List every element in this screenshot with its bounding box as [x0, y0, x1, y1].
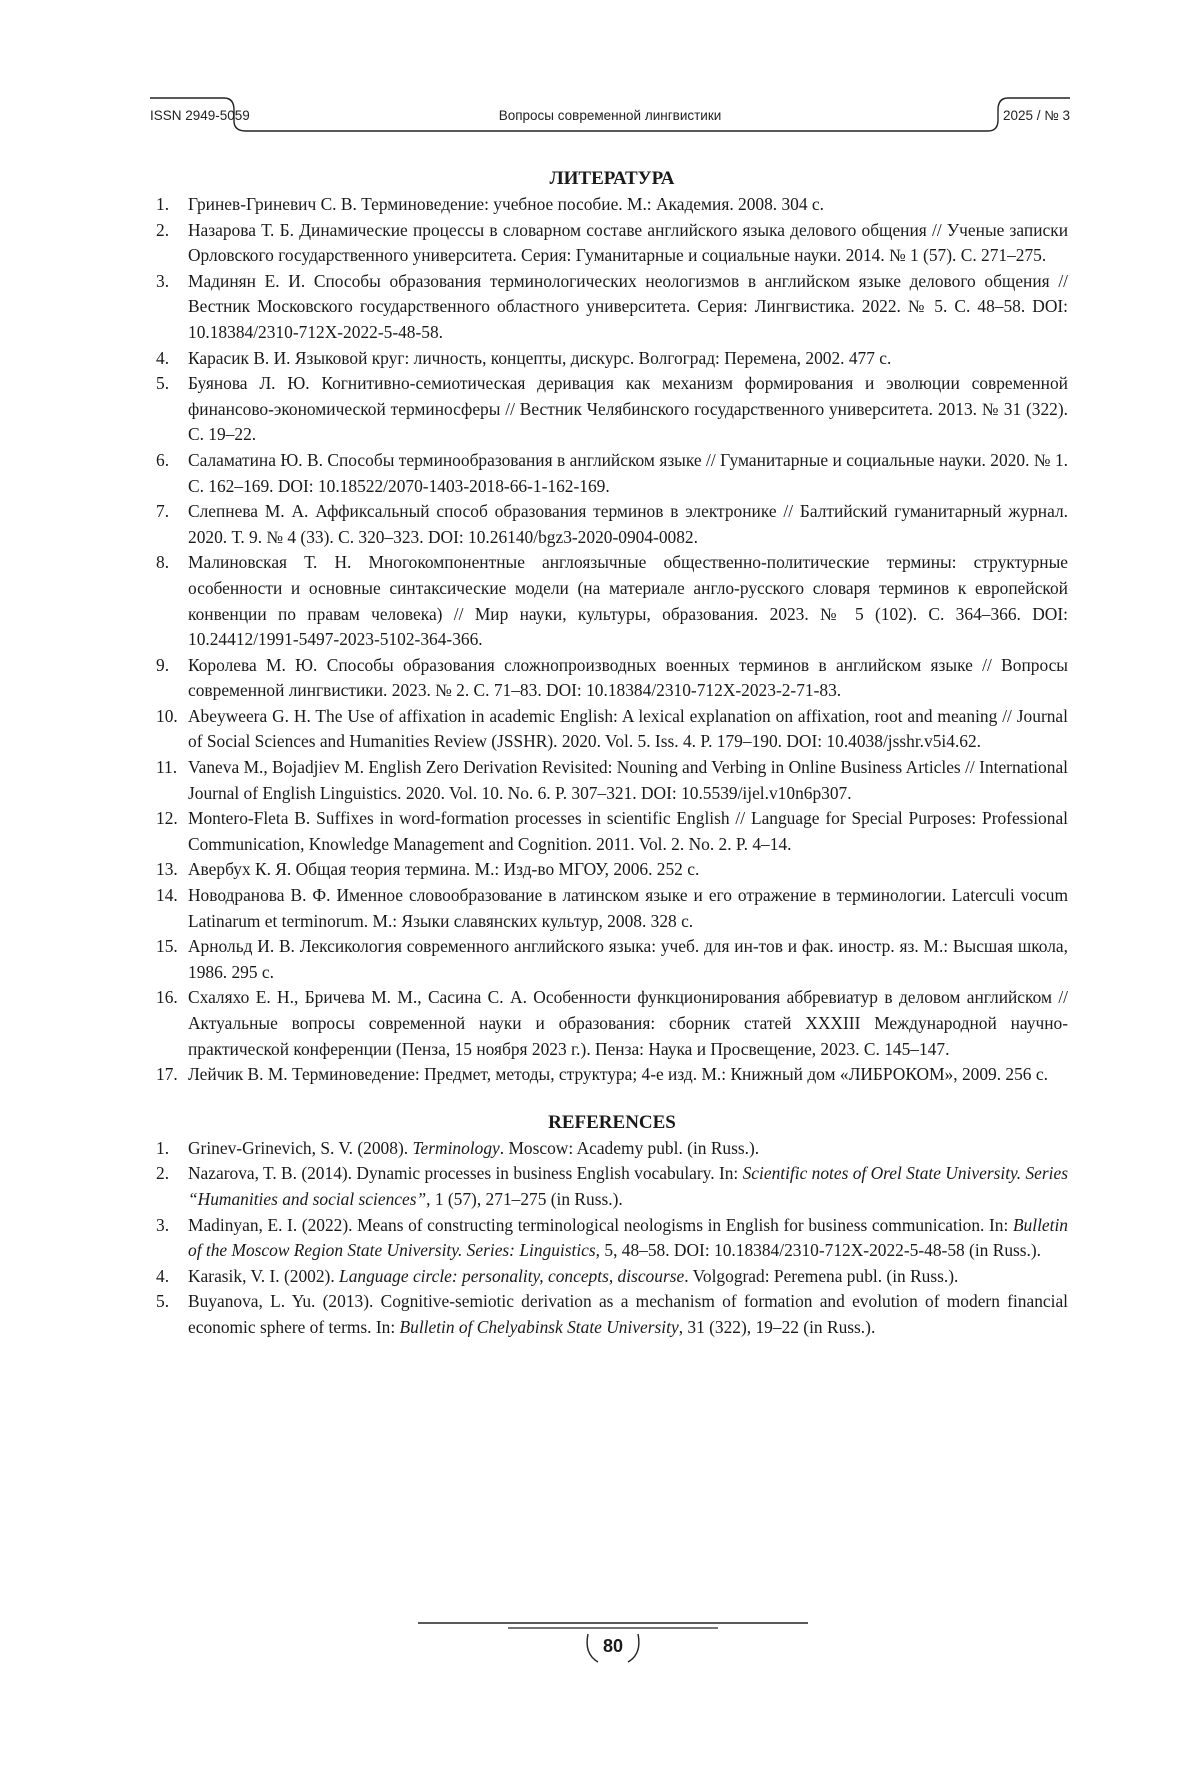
page-number: 80 — [418, 1636, 808, 1657]
item-text: Королева М. Ю. Способы образования сложнопроизводных военных терминов в английском языке // Вопросы современной лингвистики. 2023. № 2. С. 71–83. DOI: 10.18384/2310-712X-2023-2-71-83. — [188, 655, 1068, 701]
literature-item — [156, 985, 1068, 1062]
literature-item — [156, 857, 1068, 883]
running-header — [150, 88, 1070, 136]
issn: ISSN 2949-5059 — [150, 108, 250, 123]
item-italic-title: Bulletin of Chelyabinsk State University — [400, 1317, 679, 1337]
item-number: 1. — [156, 1136, 169, 1162]
literature-list — [156, 192, 1068, 1088]
item-text: Арнольд И. В. Лексикология современного английского языка: учеб. для ин-тов и фак. иностр. яз. М.: Высшая школа, 1986. 295 с. — [188, 936, 1068, 982]
reference-item — [156, 1213, 1068, 1264]
item-number: 15. — [156, 934, 178, 960]
item-text: Madinyan, E. I. (2022). Means of constructing terminological neologisms in English for business communication. In: — [188, 1215, 1013, 1235]
item-text: Grinev-Grinevich, S. V. (2008). — [188, 1138, 412, 1158]
item-text: Montero-Fleta B. Suffixes in word-formation processes in scientific English // Language for Special Purposes: Professional Communication, Knowledge Management and Cognition. 2011. Vol. 2. No. 2. P. 4–14. — [188, 808, 1068, 854]
literature-item — [156, 371, 1068, 448]
item-text: Abeyweera G. H. The Use of affixation in academic English: A lexical explanation on affixation, root and meaning // Journal of Social Sciences and Humanities Review (JSSHR). 2020. Vol. 5. Iss. 4. P. 179–190. DOI: 10.4038/jsshr.v5i4.62. — [188, 706, 1068, 752]
item-number: 11. — [156, 755, 177, 781]
item-text: Слепнева М. А. Аффиксальный способ образования терминов в электронике // Балтийский гуманитарный журнал. 2020. Т. 9. № 4 (33). С. 320–323. DOI: 10.26140/bgz3-2020-0904-0082. — [188, 501, 1068, 547]
item-number: 14. — [156, 883, 178, 909]
literature-item — [156, 346, 1068, 372]
item-number: 3. — [156, 269, 169, 295]
main-content — [156, 168, 1068, 1341]
literature-item — [156, 218, 1068, 269]
item-text: Буянова Л. Ю. Когнитивно-семиотическая деривация как механизм формирования и эволюции современной финансово-экономической терминосферы // Вестник Челябинского государственного университета. 2013. № 31 (322). С. 19–22. — [188, 373, 1068, 444]
item-text: . Volgograd: Peremena publ. (in Russ.). — [684, 1266, 958, 1286]
literature-item — [156, 550, 1068, 652]
issue-number: 2025 / № 3 — [1003, 108, 1070, 123]
section-gap — [156, 1088, 1068, 1112]
literature-item — [156, 499, 1068, 550]
reference-item — [156, 1264, 1068, 1290]
literature-item — [156, 934, 1068, 985]
item-italic-title: Terminology — [412, 1138, 499, 1158]
item-number: 4. — [156, 1264, 169, 1290]
item-text: Саламатина Ю. В. Способы терминообразования в английском языке // Гуманитарные и социальные науки. 2020. № 1. С. 162–169. DOI: 10.18522/2070-1403-2018-66-1-162-169. — [188, 450, 1068, 496]
item-number: 3. — [156, 1213, 169, 1239]
page-footer — [418, 1620, 808, 1672]
item-number: 2. — [156, 1161, 169, 1187]
item-text: Гринев-Гриневич С. В. Терминоведение: учебное пособие. М.: Академия. 2008. 304 с. — [188, 194, 824, 214]
item-text: Karasik, V. I. (2002). — [188, 1266, 339, 1286]
item-number: 8. — [156, 550, 169, 576]
item-number: 13. — [156, 857, 178, 883]
literature-item — [156, 704, 1068, 755]
item-text: , 5, 48–58. DOI: 10.18384/2310-712X-2022-5-48-58 (in Russ.). — [596, 1240, 1041, 1260]
item-text: Buyanova, L. Yu. (2013). Cognitive-semiotic derivation as a mechanism of formation and evolution of modern financial economic sphere of terms. In: — [188, 1291, 1068, 1337]
item-number: 10. — [156, 704, 178, 730]
item-number: 7. — [156, 499, 169, 525]
item-number: 9. — [156, 653, 169, 679]
literature-item — [156, 192, 1068, 218]
item-number: 12. — [156, 806, 178, 832]
reference-item — [156, 1136, 1068, 1162]
item-number: 6. — [156, 448, 169, 474]
item-text: Назарова Т. Б. Динамические процессы в словарном составе английского языка делового общения // Ученые записки Орловского государственного университета. Серия: Гуманитарные и социальные науки. 2014. № 1 (57). С. 271–275. — [188, 220, 1068, 266]
literature-item — [156, 448, 1068, 499]
item-text: , 1 (57), 271–275 (in Russ.). — [426, 1189, 623, 1209]
references-heading: REFERENCES — [156, 1112, 1068, 1134]
item-text: Vaneva M., Bojadjiev M. English Zero Derivation Revisited: Nouning and Verbing in Online Business Articles // International Journal of English Linguistics. 2020. Vol. 10. No. 6. P. 307–321. DOI: 10.5539/ijel.v10n6p307. — [188, 757, 1068, 803]
literature-item — [156, 755, 1068, 806]
reference-item — [156, 1289, 1068, 1340]
literature-item — [156, 269, 1068, 346]
item-text: Схаляхо Е. Н., Бричева М. М., Сасина С. А. Особенности функционирования аббревиатур в деловом английском // Актуальные вопросы современной науки и образования: сборник статей XXXIII Международной научно-практической конференции (Пенза, 15 ноября 2023 г.). Пенза: Наука и Просвещение, 2023. С. 145–147. — [188, 987, 1068, 1058]
literature-item — [156, 806, 1068, 857]
item-text: Nazarova, T. B. (2014). Dynamic processes in business English vocabulary. In: — [188, 1163, 743, 1183]
item-text: Мадинян Е. И. Способы образования терминологических неологизмов в английском языке делового общения // Вестник Московского государственного областного университета. Серия: Лингвистика. 2022. № 5. С. 48–58. DOI: 10.18384/2310-712X-2022-5-48-58. — [188, 271, 1068, 342]
item-number: 17. — [156, 1062, 178, 1088]
item-number: 1. — [156, 192, 169, 218]
item-number: 4. — [156, 346, 169, 372]
item-number: 16. — [156, 985, 178, 1011]
item-text: Карасик В. И. Языковой круг: личность, концепты, дискурс. Волгоград: Перемена, 2002. 477 с. — [188, 348, 891, 368]
journal-title: Вопросы современной лингвистики — [150, 108, 1070, 123]
references-list — [156, 1136, 1068, 1341]
literature-item — [156, 1062, 1068, 1088]
item-text: , 31 (322), 19–22 (in Russ.). — [679, 1317, 876, 1337]
item-number: 5. — [156, 1289, 169, 1315]
item-text: Новодранова В. Ф. Именное словообразование в латинском языке и его отражение в терминологии. Laterculi vocum Latinarum et terminorum. М.: Языки славянских культур, 2008. 328 с. — [188, 885, 1068, 931]
item-number: 5. — [156, 371, 169, 397]
item-number: 2. — [156, 218, 169, 244]
item-italic-title: Bulletin of the Moscow Region State University. Series: Linguistics — [188, 1215, 1068, 1261]
item-italic-title: Language circle: personality, concepts, discourse — [339, 1266, 684, 1286]
item-italic-title: Scientific notes of Orel State University. Series “Humanities and social sciences” — [188, 1163, 1068, 1209]
item-text: Малиновская Т. Н. Многокомпонентные англоязычные общественно-политические термины: структурные особенности и основные синтаксические модели (на материале англо-русского словаря терминов к европейской конвенции по правам человека) // Мир науки, культуры, образования. 2023. № 5 (102). С. 364–366. DOI: 10.24412/1991-5497-2023-5102-364-366. — [188, 552, 1068, 649]
item-text: Лейчик В. М. Терминоведение: Предмет, методы, структура; 4-е изд. М.: Книжный дом «ЛИБРОКОМ», 2009. 256 с. — [188, 1064, 1048, 1084]
literature-item — [156, 883, 1068, 934]
item-text: . Moscow: Academy publ. (in Russ.). — [500, 1138, 759, 1158]
literature-heading: ЛИТЕРАТУРА — [156, 168, 1068, 190]
reference-item — [156, 1161, 1068, 1212]
literature-item — [156, 653, 1068, 704]
item-text: Авербух К. Я. Общая теория термина. М.: Изд-во МГОУ, 2006. 252 с. — [188, 859, 699, 879]
